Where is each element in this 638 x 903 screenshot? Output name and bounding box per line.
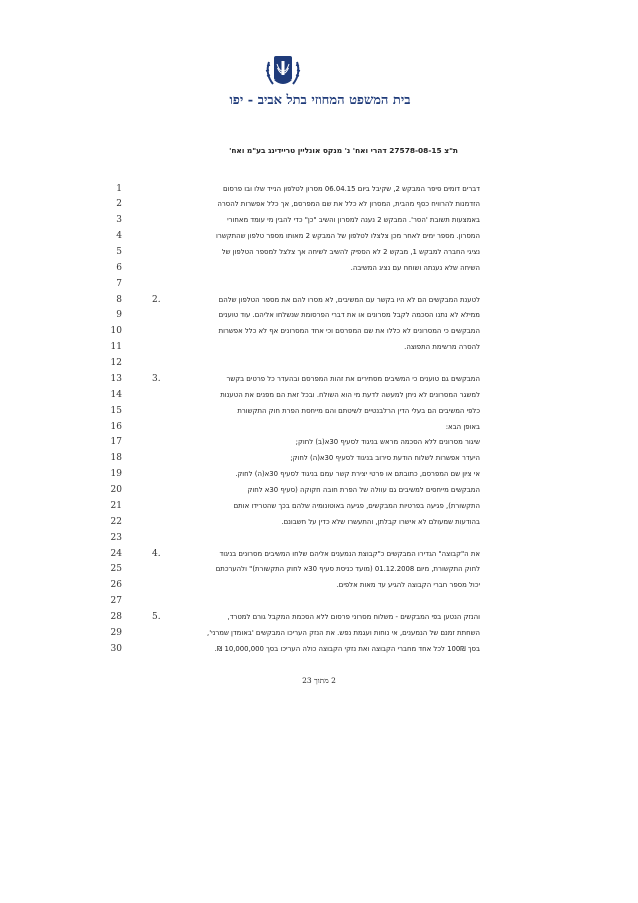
line-number: 4 bbox=[116, 231, 122, 242]
body-text-line: ממילא לא נתנו הסכמה לקבל מסרונים או את דברי הפרסומת שנשלחו אליהם. עוד טוענים bbox=[218, 311, 480, 320]
line-number: 30 bbox=[110, 643, 122, 654]
line-number: 20 bbox=[110, 485, 122, 496]
body-text-line: אי ציון שם המפרסם, כתובתם או פרטי יצירת קשר עמם בניגוד לסעיף 30א(ה) לחוק. bbox=[235, 470, 480, 479]
line-number: 23 bbox=[110, 532, 122, 543]
line-number: 12 bbox=[110, 358, 122, 369]
body-text-line: כלפי המשיבים הם בעלי הדין הרלבנטיים לשיטתם והם מייחסת הפרת חוק התקשורת bbox=[237, 406, 480, 415]
line-number: 27 bbox=[110, 596, 122, 607]
line-number: 10 bbox=[110, 326, 122, 337]
line-number: 3 bbox=[116, 215, 122, 226]
line-number: 13 bbox=[110, 373, 122, 384]
body-text-line: לחוק התקשורת, מיום 01.12.2008 (מועד כניסת סעיף 30א לחוק התקשורת)" ולהערכתם bbox=[215, 565, 480, 574]
line-number: 8 bbox=[116, 294, 122, 305]
body-text-line: להסרה מרשימת התפוצה. bbox=[404, 343, 480, 352]
state-emblem-icon bbox=[259, 52, 307, 92]
body-text-line: יכול מספר חברי הקבוצה להגיע עד מאות אלפים. bbox=[336, 581, 480, 590]
line-number: 9 bbox=[116, 310, 122, 321]
line-number: 28 bbox=[110, 611, 122, 622]
body-text-line: בהודעות שמעולם לא אישרו קבלתן, והתעשרו שלא כדין על חשבונם. bbox=[281, 517, 480, 526]
body-text-line: נציגי החברה למבקש 1, מבקש 2 לא הספיק להשיב לשיחה אך צלצל למספר הטלפון של bbox=[221, 247, 480, 256]
line-number: 14 bbox=[110, 389, 122, 400]
line-number: 29 bbox=[110, 627, 122, 638]
line-number: 16 bbox=[110, 421, 122, 432]
section-number: 2. bbox=[152, 294, 161, 305]
body-text-line: המסרון. מספר ימים לאחר מכן צלצלו לטלפון של המבקש 2 מאותו מספר טלפון שהתקשרו bbox=[216, 232, 480, 241]
line-number: 15 bbox=[110, 405, 122, 416]
body-text-line: השחתת זמנם של הנמענים, אי נוחות ועגמת נפש. את הנזק העריכו המבקשים 'באומדן שמרני', bbox=[207, 628, 480, 637]
line-number: 2 bbox=[116, 199, 122, 210]
body-text-line: למשגר המסרונים לא ניתן למעשה לדעת מי הוא השולח. ובכל זאת הם מפנים את הטענות bbox=[220, 390, 480, 399]
line-number: 18 bbox=[110, 453, 122, 464]
section-number: 5. bbox=[152, 611, 161, 622]
body-text-line: באופן הבא: bbox=[445, 422, 480, 431]
line-number: 22 bbox=[110, 516, 122, 527]
line-number: 6 bbox=[116, 262, 122, 273]
body-text-line: באמצעות תשובת 'הסר'. המבקש 2 נענה למסרון והשיב "כן" כדי להבין מי עומד מאחורי bbox=[227, 216, 480, 225]
body-text-line: המבקשים כי המסרונים לא כללו את שם המפרסם וכי אחד המסרונים אף לא כלל אפשרות bbox=[218, 327, 480, 336]
line-number: 17 bbox=[110, 437, 122, 448]
body-text-line: דברים דומים סיפר המבקש 2, שקיבל ביום 06.04.15 מסרון לטלפון הנייד שלו ובו פרסום bbox=[222, 184, 480, 193]
line-number: 1 bbox=[116, 183, 122, 194]
line-number: 7 bbox=[116, 278, 122, 289]
line-number: 19 bbox=[110, 469, 122, 480]
body-text-line: בסך 100₪ לכל אחד מחברי הקבוצה ואת נזקי הקבוצה כולה העריכו בסך 10,000,000 ₪. bbox=[214, 644, 480, 653]
section-number: 3. bbox=[152, 373, 161, 384]
case-title: ת"צ 27578-08-15 דהרי ואח' נ' מנקס אונליין טריידינג בע"מ ואח' bbox=[229, 146, 458, 155]
line-number: 5 bbox=[116, 246, 122, 257]
line-number: 11 bbox=[110, 342, 122, 353]
court-name: בית המשפט המחוזי בתל אביב - יפו bbox=[229, 93, 411, 108]
section-number: 4. bbox=[152, 548, 161, 559]
line-number: 26 bbox=[110, 580, 122, 591]
body-text-line: היעדר אפשרות לשלוח הודעת סירוב בניגוד לסעיף 30א(ה) לחוק; bbox=[290, 454, 480, 463]
body-text-line: והנזק הנטען בפי המבקשים - משלוח מסרוני פרסום ללא הסכמת המקבל גורם למטרד, bbox=[227, 612, 480, 621]
body-text-line: לטענת המבקשים הם לא היו בקשר עם המשיבים, לא מסרו להם את מספר הטלפון שלהם bbox=[218, 295, 480, 304]
page-number: 2 מתוך 23 bbox=[302, 676, 336, 685]
body-text-line: המבקשים מייחסים למשיבים גם עוולה של הפרת חובה חקוקה (סעיף 30א לחוק bbox=[247, 486, 480, 495]
body-text-line: הזדמנות להרוויח כסף מהבית, המסרון לא כלל את שם המפרסם, אך כלל אפשרות להסרה bbox=[217, 200, 480, 209]
body-text-line: שיגור מסרונים ללא הסכמה מראש בניגוד לסעיף 30א(ב) לחוק; bbox=[295, 438, 480, 447]
line-number: 24 bbox=[110, 548, 122, 559]
line-number: 25 bbox=[110, 564, 122, 575]
body-text-line: את ה"קבוצה" הגדירו המבקשים כ"קבוצת הנמענים אליהם שלחו המשיבים מסרונים בניגוד bbox=[219, 549, 480, 558]
body-text-line: השיחה שלא נענתה ושוחח עם נציג המשיבה. bbox=[350, 263, 480, 272]
body-text-line: המבקשים גם טוענים כי המשיבים מסתירים את זהות המפרסם ובהעדר כל פרטים בקשר bbox=[226, 374, 480, 383]
line-number: 21 bbox=[110, 500, 122, 511]
body-text-line: התקשורת), פגיעה בפרטיות המבקשים, פגיעה באוטונומיה שלהם בכך שהטרידו אותם bbox=[233, 501, 480, 510]
